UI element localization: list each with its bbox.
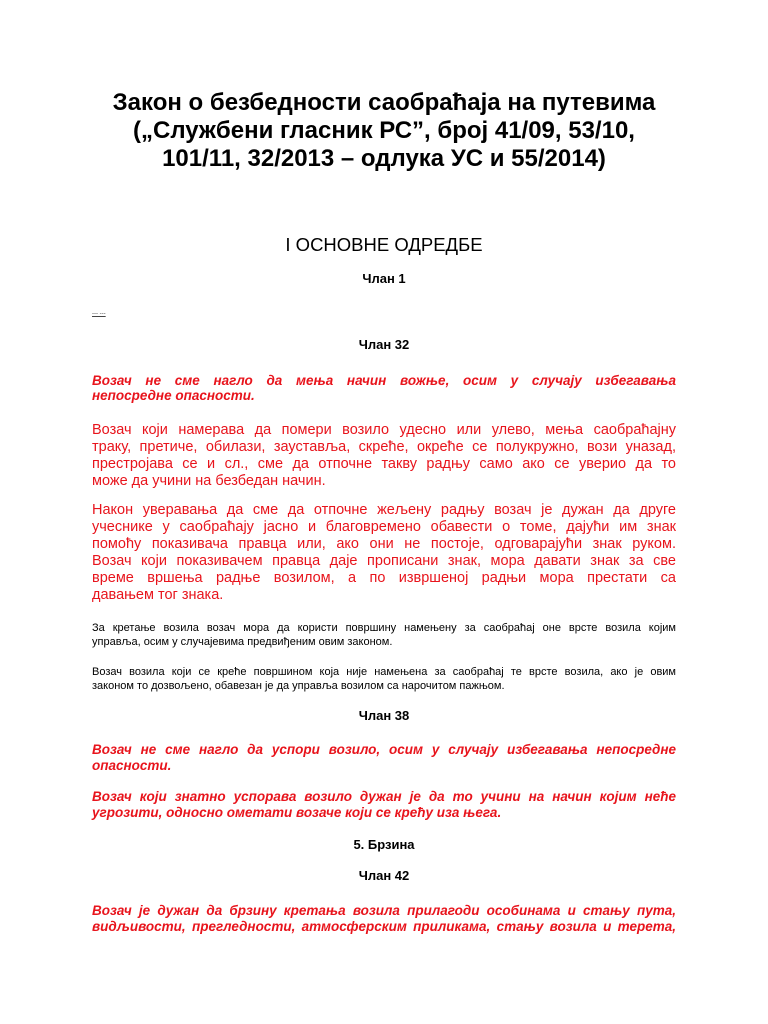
title-line: („Службени гласник РС”, број 41/09, 53/10, bbox=[133, 117, 635, 144]
paragraph-line: непосредне опасности. bbox=[92, 388, 255, 403]
paragraph-line: може да учини на безбедан начин. bbox=[92, 473, 326, 489]
paragraph-line: Возач не сме нагло да успори возило, осим у случају избегавања непосредне bbox=[92, 742, 676, 757]
paragraph-line: Возач возила који се креће површином која није намењена за саобраћај те врсте возила, ако је овим bbox=[92, 666, 676, 678]
paragraph-line: престројава се и сл., сме да отпочне такву радњу само ако се уверио да то bbox=[92, 456, 676, 472]
paragraph bbox=[92, 789, 676, 820]
section-heading: 5. Брзина bbox=[353, 837, 415, 852]
paragraph-line: управља, осим у случајевима предвиђеним овим законом. bbox=[92, 636, 393, 648]
paragraph-line: Након уверавања да сме да отпочне жељену радњу возач је дужан да друге bbox=[92, 502, 676, 518]
paragraph-line: учеснике у саобраћају јасно и благовремено обавести о томе, дајући им знак bbox=[92, 519, 676, 535]
paragraph bbox=[92, 422, 676, 490]
paragraph bbox=[92, 665, 676, 693]
paragraph bbox=[92, 502, 676, 604]
paragraph-line: давањем тог знака. bbox=[92, 587, 224, 603]
paragraph-line: За кретање возила возач мора да користи површину намењену за саобраћај оне врсте возила којим bbox=[92, 622, 676, 634]
document-title bbox=[0, 89, 768, 173]
article-heading: Члан 38 bbox=[358, 708, 410, 723]
paragraph-line: законом то дозвољено, обавезан је да управља возилом са нарочитом пажњом. bbox=[92, 680, 505, 692]
paragraph bbox=[92, 903, 676, 934]
paragraph-line: видљивости, прегледности, атмосферским приликама, стању возила и терета, bbox=[92, 918, 676, 934]
paragraph-line: угрозити, односно ометати возаче који се крећу иза њега. bbox=[92, 804, 502, 820]
paragraph bbox=[92, 621, 676, 649]
paragraph-line: Возач је дужан да брзину кретања возила прилагоди особинама и стању пута, bbox=[92, 903, 676, 918]
paragraph-line: Возач који показивачем правца даје прописани знак, мора давати знак за све bbox=[92, 553, 676, 569]
paragraph bbox=[92, 373, 676, 404]
paragraph-line: помоћу показивача правца или, ако они не постоје, одговарајући знак руком. bbox=[92, 536, 676, 552]
title-line: 101/11, 32/2013 – одлука УС и 55/2014) bbox=[162, 145, 606, 172]
paragraph-line: Возач не сме нагло да мења начин вожње, осим у случају избегавања bbox=[92, 372, 676, 388]
chapter-heading: I ОСНОВНЕ ОДРЕДБЕ bbox=[285, 234, 483, 255]
title-line: Закон о безбедности саобраћаја на путевима bbox=[112, 89, 656, 116]
paragraph bbox=[92, 742, 676, 773]
omitted-text-marker: --- --- bbox=[92, 311, 106, 317]
paragraph-line: траку, претиче, обилази, зауставља, скреће, окреће се полукружно, вози уназад, bbox=[92, 439, 676, 455]
article-heading: Члан 1 bbox=[362, 271, 406, 286]
paragraph-line: опасности. bbox=[92, 757, 172, 773]
article-heading: Члан 32 bbox=[358, 337, 410, 352]
paragraph-line: време вршења радње возилом, а по извршеној радњи мора престати са bbox=[92, 570, 676, 586]
article-heading: Члан 42 bbox=[358, 868, 410, 883]
paragraph-line: Возач који намерава да помери возило удесно или улево, мења саобраћајну bbox=[92, 422, 676, 438]
paragraph-line: Возач који знатно успорава возило дужан је да то учини на начин којим неће bbox=[92, 789, 676, 804]
